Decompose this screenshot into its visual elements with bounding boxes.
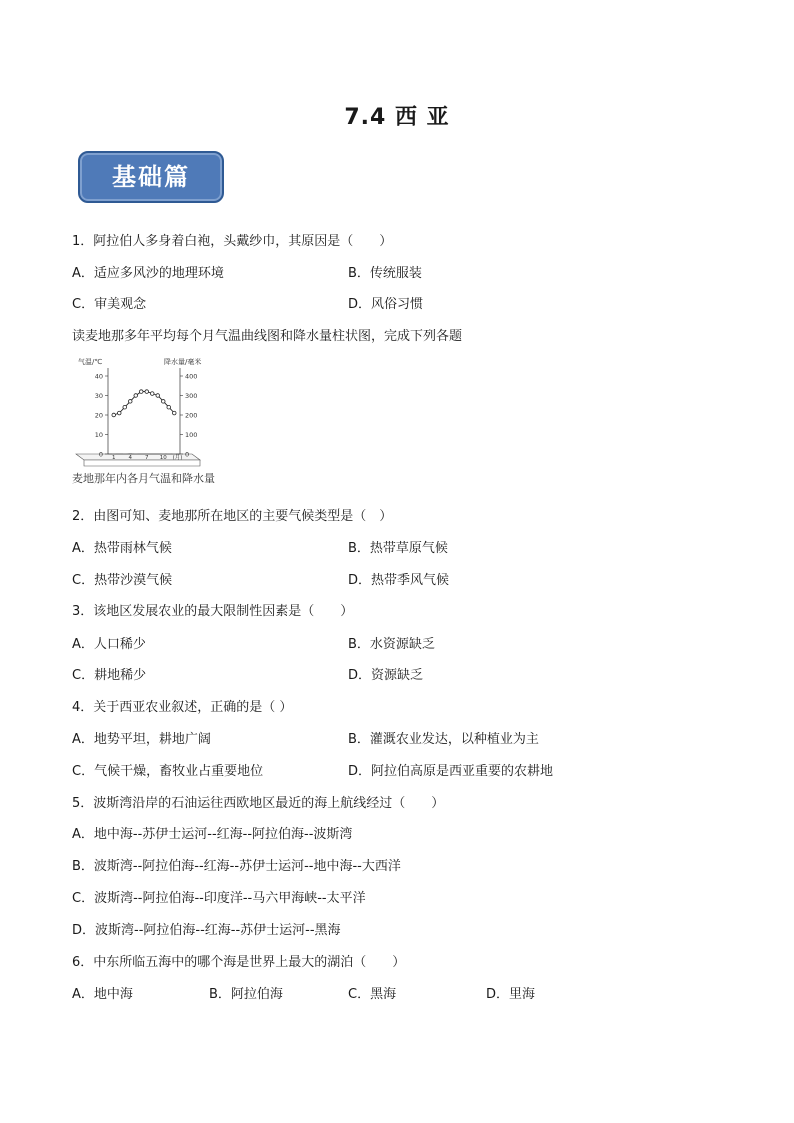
question-1-option-b: B．传统服装 [348,266,422,281]
month-tick-label: 4 [128,455,132,461]
precip-bar [123,453,127,454]
precip-bar [167,453,171,454]
question-6-stem: 6．中东所临五海中的哪个海是世界上最大的湖泊（ ） [72,955,406,970]
question-3-stem: 3．该地区发展农业的最大限制性因素是（ ） [72,604,354,619]
chart-intro-text: 读麦地那多年平均每个月气温曲线图和降水量柱状图，完成下列各题 [72,329,463,344]
precip-tick-label: 200 [185,411,198,420]
month-tick-label: (月) [172,455,183,461]
question-3-option-a: A．人口稀少 [72,637,146,652]
question-2-option-d: D．热带季风气候 [348,573,450,588]
month-tick-label: 10 [159,455,167,461]
question-3-option-c: C．耕地稀少 [72,668,147,683]
question-3-option-d: D．资源缺乏 [348,668,424,683]
question-6-option-b: B．阿拉伯海 [209,987,283,1002]
question-1-stem: 1．阿拉伯人多身着白袍，头戴纱巾，其原因是（ ） [72,234,393,249]
temp-tick-label: 20 [94,411,103,420]
temperature-line [114,392,175,415]
temperature-point [128,400,132,404]
precip-tick-label: 100 [185,431,198,439]
question-6-option-d: D．里海 [486,987,536,1002]
question-1-option-a: A．适应多风沙的地理环境 [72,266,224,281]
temperature-point [161,400,165,404]
temperature-point [117,411,121,415]
precip-bar [112,453,116,454]
question-3-option-b: B．水资源缺乏 [348,637,435,652]
question-2-stem: 2．由图可知、麦地那所在地区的主要气候类型是（ ） [72,509,393,524]
temperature-point [150,392,154,396]
question-6-option-c: C．黑海 [348,987,397,1002]
question-4-option-c: C．气候干燥，畜牧业占重要地位 [72,764,264,779]
temperature-point [112,413,116,417]
precip-axis-label: 降水量/毫米 [164,358,202,366]
question-5-stem: 5．波斯湾沿岸的石油运往西欧地区最近的海上航线经过（ ） [72,796,445,811]
temp-tick-label: 10 [94,431,103,439]
question-1-option-d: D．风俗习惯 [348,297,424,312]
question-4-option-b: B．灌溉农业发达，以种植业为主 [348,732,539,747]
temperature-point [139,390,143,394]
question-5-option-c: C．波斯湾--阿拉伯海--印度洋--马六甲海峡--太平洋 [72,891,366,906]
temperature-point [172,411,176,415]
question-4-stem: 4．关于西亚农业叙述，正确的是（ ） [72,700,293,715]
precip-tick-label: 400 [185,372,198,381]
temp-tick-label: 30 [94,392,103,400]
month-tick-label: 1 [112,455,116,461]
temperature-point [145,390,149,394]
precip-tick-label: 0 [185,450,190,459]
temperature-point [167,405,171,409]
temperature-point [156,394,160,398]
question-5-option-d: D．波斯湾--阿拉伯海--红海--苏伊士运河--黑海 [72,923,341,938]
question-2-option-a: A．热带雨林气候 [72,541,172,556]
temp-axis-label: 气温/℃ [78,358,103,366]
question-6-option-a: A．地中海 [72,987,133,1002]
question-1-option-c: C．审美观念 [72,297,147,312]
question-4-option-a: A．地势平坦，耕地广阔 [72,732,211,747]
temperature-point [134,394,138,398]
temp-tick-label: 0 [98,450,103,459]
chart-caption: 麦地那年内各月气温和降水量 [72,472,215,485]
month-tick-label: 7 [145,455,149,461]
chart-base-front [84,460,200,466]
question-2-option-c: C．热带沙漠气候 [72,573,173,588]
precip-tick-label: 300 [185,392,198,400]
temperature-point [123,405,127,409]
question-2-option-b: B．热带草原气候 [348,541,448,556]
temp-tick-label: 40 [94,372,103,381]
question-5-option-b: B．波斯湾--阿拉伯海--红海--苏伊士运河--地中海--大西洋 [72,859,401,874]
climate-chart [72,356,222,486]
section-badge: 基础篇 [78,151,224,203]
page-title: 7.4 西 亚 [344,105,450,130]
question-4-option-d: D．阿拉伯高原是西亚重要的农耕地 [348,764,554,779]
question-5-option-a: A．地中海--苏伊士运河--红海--阿拉伯海--波斯湾 [72,827,353,842]
precip-bar [128,453,132,454]
